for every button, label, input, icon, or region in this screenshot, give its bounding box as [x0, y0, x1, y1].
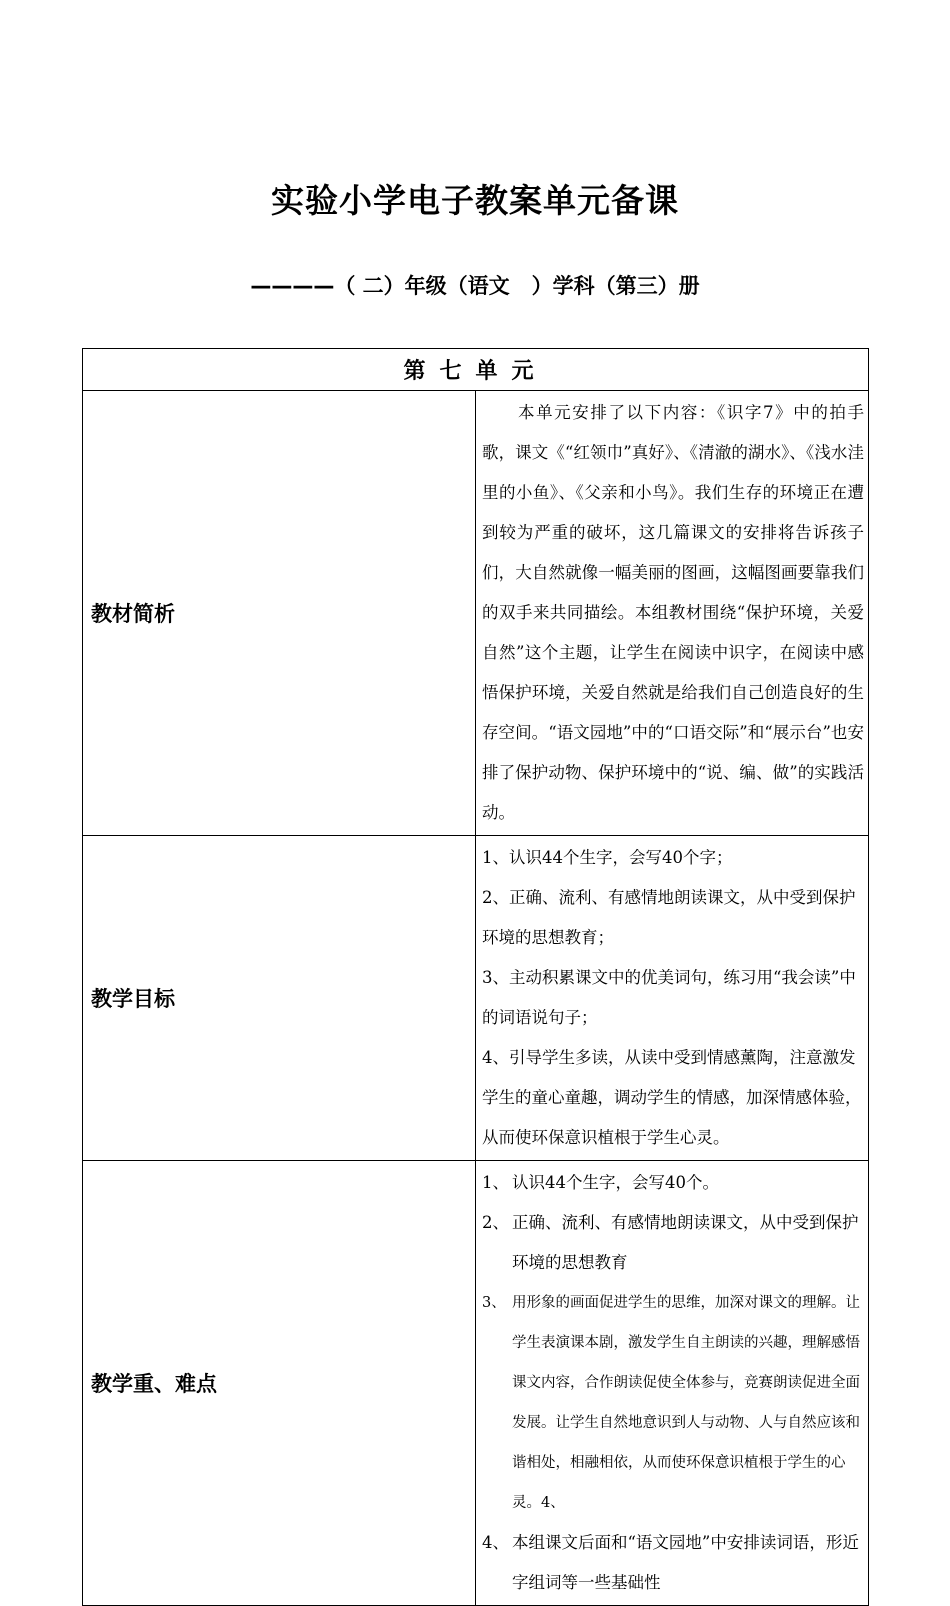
page-subtitle: ————（ 二）年级（语文 ）学科（第三）册 [250, 274, 700, 298]
goal-item: 2、正确、流利、有感情地朗读课文，从中受到保护环境的思想教育； [482, 888, 856, 947]
goals-row [83, 836, 869, 1161]
page-title: 实验小学电子教案单元备课 [271, 181, 679, 220]
keypoint-number: 4、 [482, 1533, 509, 1552]
keypoints-content [476, 1161, 869, 1606]
keypoint-text: 正确、流利、有感情地朗读课文，从中受到保护环境的思想教育 [512, 1213, 859, 1272]
keypoints-row [83, 1161, 869, 1606]
keypoint-text: 本组课文后面和“语文园地”中安排读词语，形近字组词等一些基础性 [512, 1533, 859, 1592]
keypoint-item [482, 1523, 864, 1603]
keypoint-text: 认识44个生字，会写40个。 [512, 1173, 719, 1192]
keypoint-item [482, 1203, 864, 1283]
keypoint-number: 3、 [482, 1295, 506, 1311]
materials-content [476, 391, 869, 836]
materials-row [83, 391, 869, 836]
goal-item: 3、主动积累课文中的优美词句，练习用“我会读”中的词语说句子； [482, 968, 856, 1027]
goals-content [476, 836, 869, 1161]
materials-label: 教材简析 [83, 391, 476, 836]
goal-item: 4、引导学生多读，从读中受到情感薰陶，注意激发学生的童心童趣，调动学生的情感，加深情感体验，从而使环保意识植根于学生心灵。 [482, 1048, 862, 1147]
lesson-plan-table [82, 348, 869, 1606]
keypoints-label: 教学重、难点 [83, 1161, 476, 1606]
unit-title: 第七单元 [83, 349, 869, 391]
keypoint-text: 用形象的画面促进学生的思维，加深对课文的理解。让学生表演课本剧，激发学生自主朗读的兴趣，理解感悟课文内容，合作朗读促使全体参与，竞赛朗读促进全面发展。让学生自然地意识到人与动物、人与自然应该和谐相处，相融相依，从而使环保意识植根于学生的心灵。4、 [512, 1295, 860, 1511]
goal-item: 1、认识44个生字，会写40个字； [482, 848, 733, 867]
keypoint-number: 2、 [482, 1213, 509, 1232]
keypoint-item [482, 1283, 864, 1523]
keypoint-number: 1、 [482, 1173, 509, 1192]
goals-label: 教学目标 [83, 836, 476, 1161]
keypoint-item [482, 1163, 864, 1203]
materials-text: 本单元安排了以下内容：《识字7》中的拍手歌，课文《“红领巾”真好》、《清澈的湖水》、《浅水洼里的小鱼》、《父亲和小鸟》。我们生存的环境正在遭到较为严重的破坏，这几篇课文的安排将告诉孩子们，大自然就像一幅美丽的图画，这幅图画要靠我们的双手来共同描绘。本组教材围绕“保护环境，关爱自然”这个主题，让学生在阅读中识字，在阅读中感悟保护环境，关爱自然就是给我们自己创造良好的生存空间。“语文园地”中的“口语交际”和“展示台”也安排了保护动物、保护环境中的“说、编、做”的实践活动。 [482, 403, 864, 822]
